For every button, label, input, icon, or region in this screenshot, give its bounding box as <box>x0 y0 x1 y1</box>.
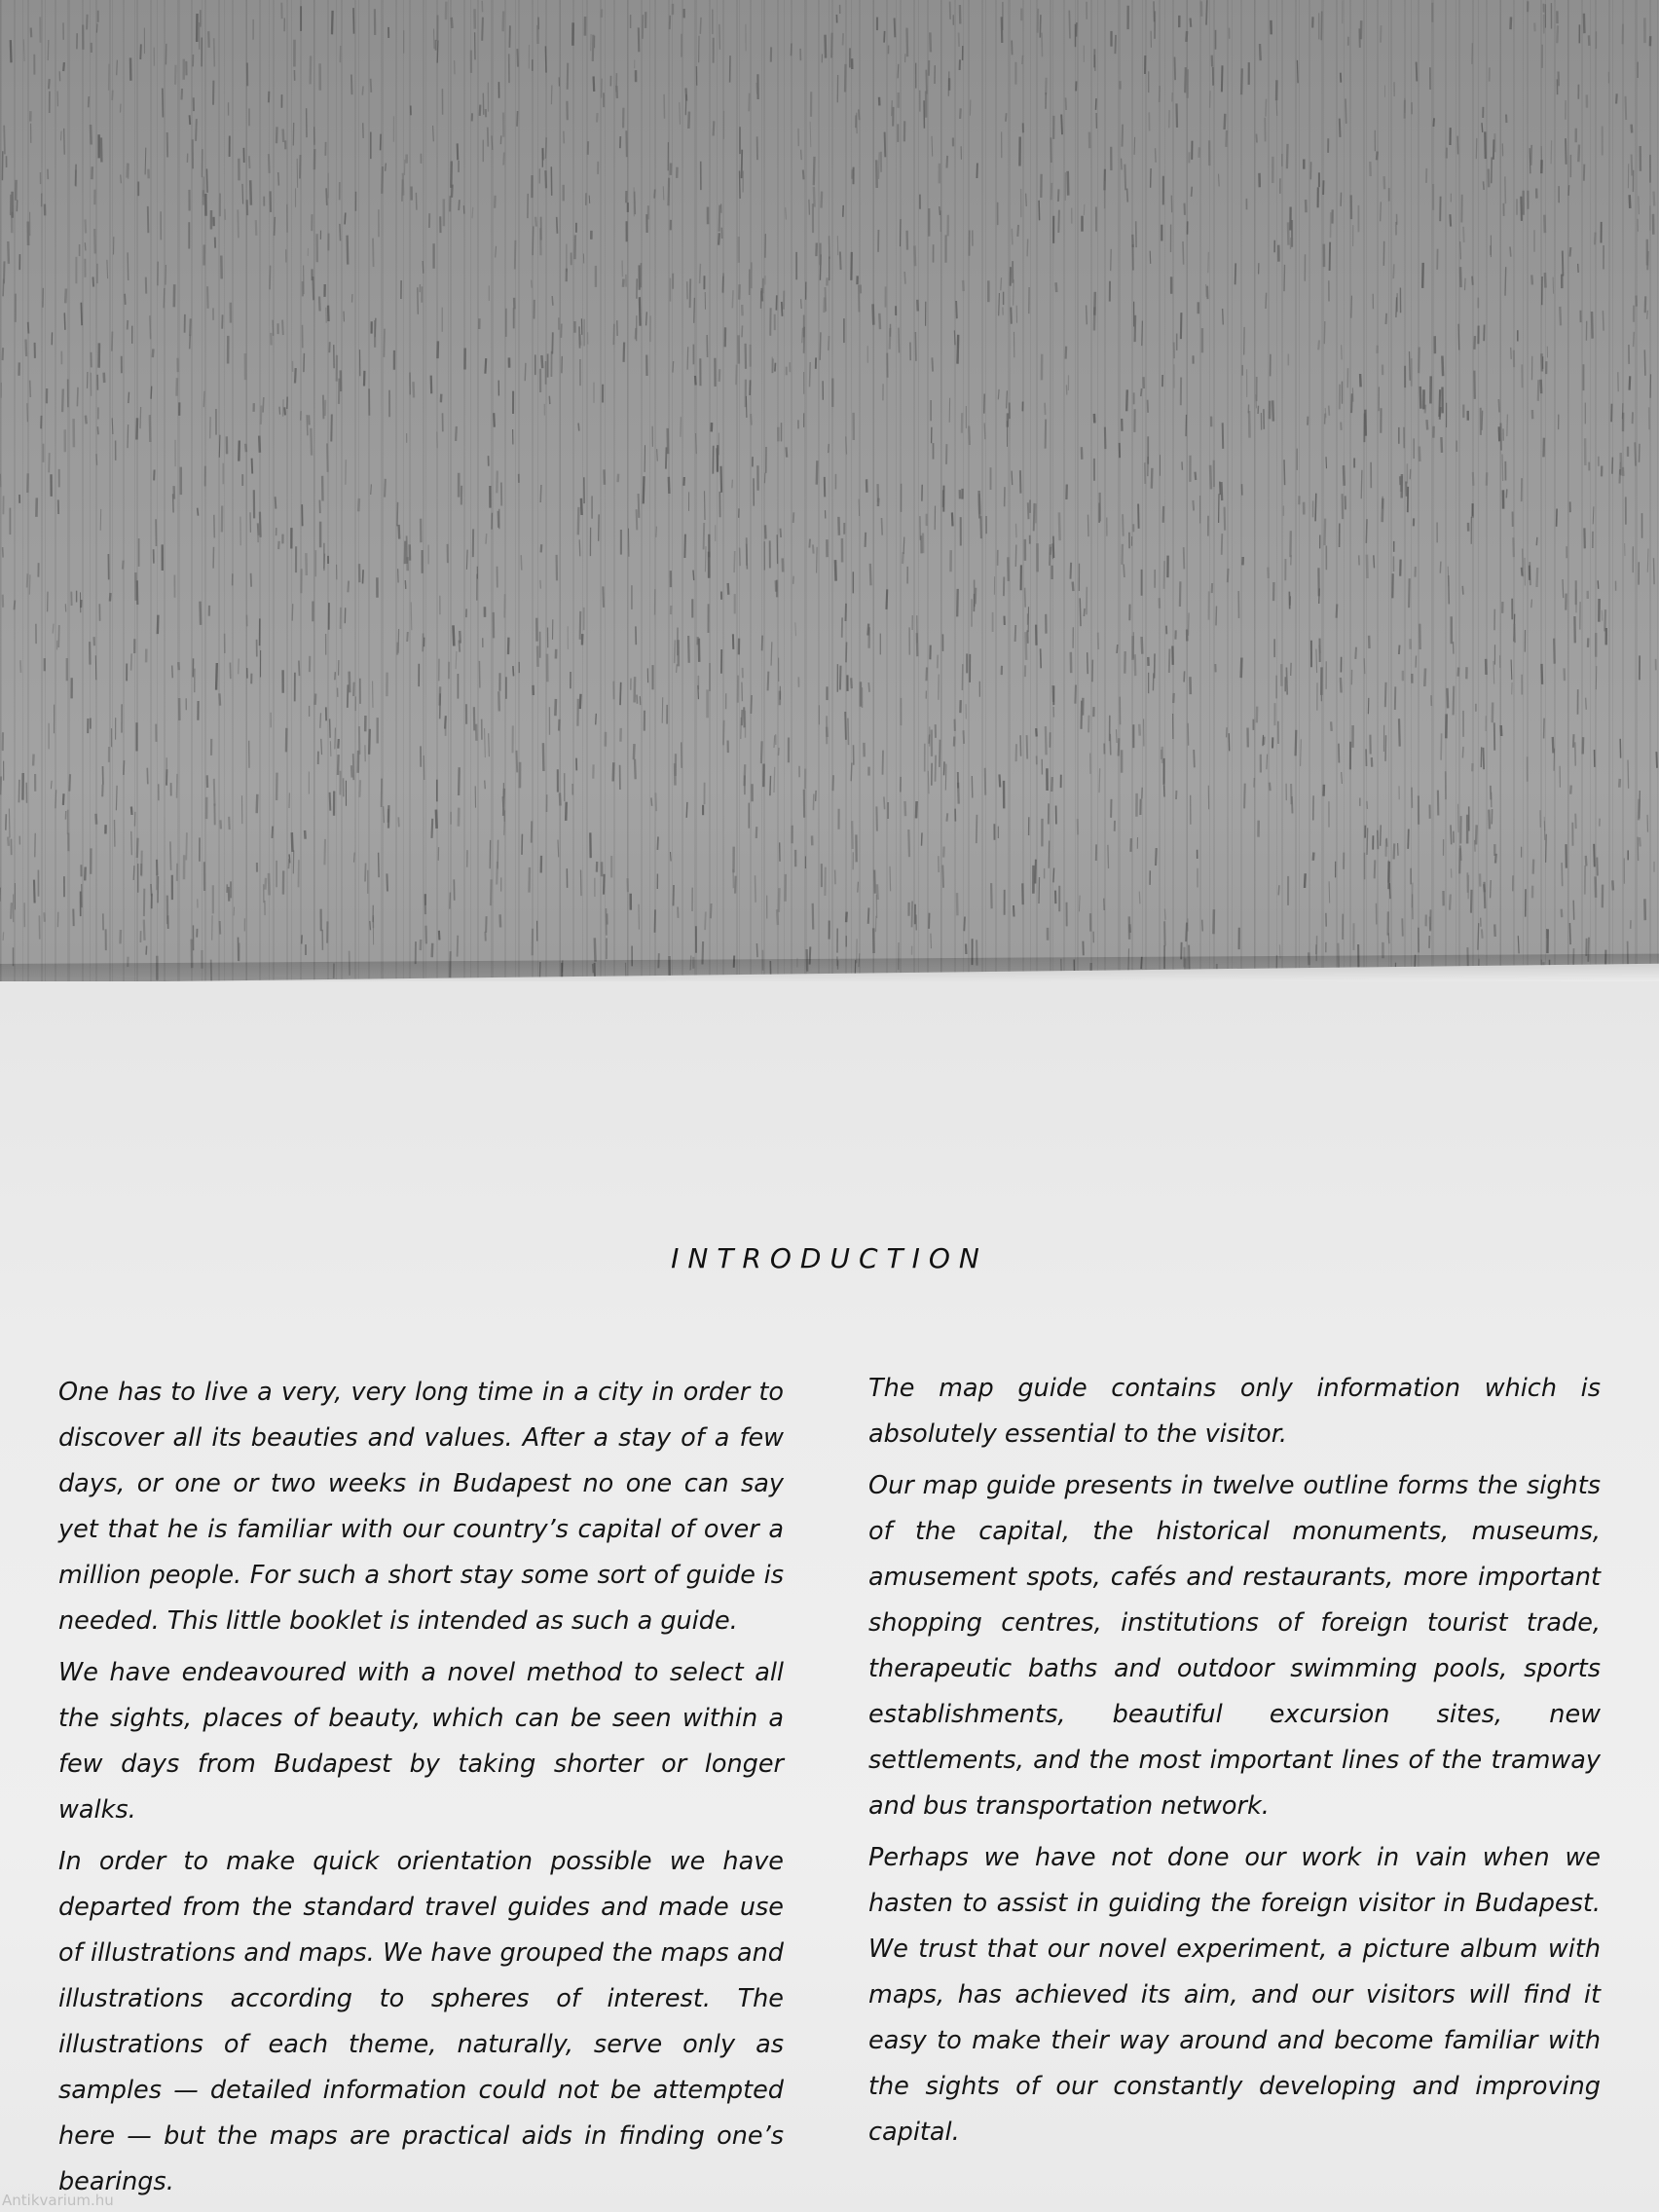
left-paragraph-2: We have endeavoured with a novel method to select all the sights, places of beauty, which can be seen within a few days from Budapest by taking shorter or longer walks. <box>58 1658 784 1825</box>
introduction-heading: INTRODUCTION <box>671 1242 988 1274</box>
right-paragraph-1: The map guide contains only information which is absolutely essential to the visitor. <box>868 1374 1601 1449</box>
source-watermark: Antikvarium.hu <box>2 2192 114 2209</box>
textured-cover-flap <box>0 0 1659 983</box>
left-paragraph-1: One has to live a very, very long time in a city in order to discover all its beauties and values. After a stay of a few days, or one or two weeks in Budapest no one can say yet that he is familiar with our country’s capital of over a million people. For such a short stay some sort of guide is needed. This little booklet is intended as such a guide. <box>58 1378 784 1636</box>
left-paragraph-3: In order to make quick orientation possible we have departed from the standard travel guides and made use of illustrations and maps. We have grouped the maps and illustrations according to spheres of interest. The illustrations of each theme, naturally, serve only as samples — detailed information could not be attempted here — but the maps are practical aids in finding one’s bearings. <box>58 1847 784 2196</box>
right-paragraph-2: Our map guide presents in twelve outline forms the sights of the capital, the historical monuments, museums, amusement spots, cafés and restaurants, more important shopping centres, institutions of foreign tourist trade, therapeutic baths and outdoor swimming pools, sports establishments, beautiful excursion sites, new settlements, and the most important lines of the tramway and bus transportation network. <box>868 1471 1601 1821</box>
right-text-column <box>868 1366 1601 2161</box>
cover-texture <box>0 0 1659 983</box>
left-text-column <box>58 1370 784 2211</box>
right-paragraph-3: Perhaps we have not done our work in vain when we hasten to assist in guiding the foreign visitor in Budapest. We trust that our novel experiment, a picture album with maps, has achieved its aim, and our visitors will find it easy to make their way around and become familiar with the sights of our constantly developing and improving capital. <box>868 1843 1601 2147</box>
